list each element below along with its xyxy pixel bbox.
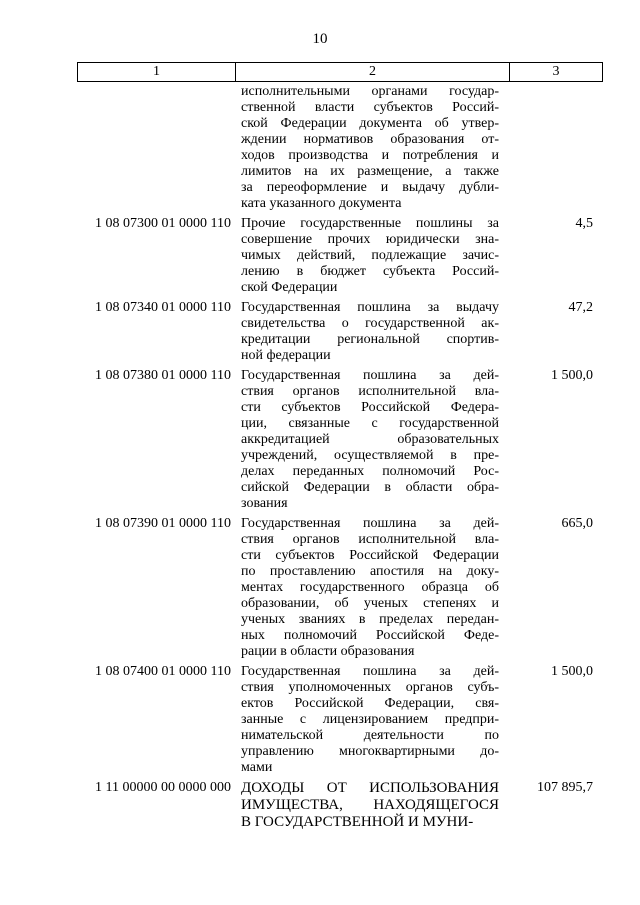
amount-value: [499, 84, 603, 212]
description-line: делах переданных полномочий Рос-: [241, 464, 499, 479]
amount-value: 665,0: [561, 516, 593, 531]
description-line: учреждений, осуществляемой в пре-: [241, 448, 499, 463]
table-header-col-2: 2: [236, 63, 510, 81]
description-line: лимитов на их размещение, а также: [241, 164, 499, 179]
description-line: Государственная пошлина за дей-: [241, 368, 499, 383]
description-line: занные с лицензированием предпри-: [241, 712, 499, 727]
description-line: свидетельства о государственной ак-: [241, 316, 499, 331]
description-line: В ГОСУДАРСТВЕННОЙ И МУНИ-: [241, 814, 474, 830]
description-line: сти субъектов Российской Федера-: [241, 400, 499, 415]
description-line: образовании, об ученых степенях и: [241, 596, 499, 611]
income-description: [241, 300, 499, 364]
description-line: лению в бюджет субъекта Россий-: [241, 264, 499, 279]
amount-value: 107 895,7: [537, 780, 593, 795]
table-header-col-3: 3: [552, 64, 560, 79]
description-line: исполнительными органами государ-: [241, 84, 499, 99]
budget-code: 1 08 07400 01 0000 110: [95, 664, 231, 679]
description-line: за переоформление и выдачу дубли-: [241, 180, 499, 195]
description-line: ИМУЩЕСТВА, НАХОДЯЩЕГОСЯ: [241, 797, 499, 813]
description-line: ствия органов исполнительной вла-: [241, 384, 499, 399]
description-line: ката указанного документа: [241, 196, 402, 211]
description-line: сийской Федерации в области обра-: [241, 480, 499, 495]
description-line: мами: [241, 760, 273, 775]
table-row: [77, 664, 603, 776]
description-line: ствия уполномоченных органов субъ-: [241, 680, 499, 695]
description-line: ментах государственного образца об: [241, 580, 499, 595]
description-line: по проставлению апостиля на доку-: [241, 564, 499, 579]
amount-value: 4,5: [575, 216, 593, 231]
income-description: [241, 368, 499, 512]
description-line: Государственная пошлина за выдачу: [241, 300, 499, 315]
description-line: Государственная пошлина за дей-: [241, 664, 499, 679]
table-row: [77, 780, 603, 831]
description-line: нимательской деятельности по: [241, 728, 499, 743]
page-number: 10: [312, 31, 328, 47]
income-description: [241, 84, 499, 212]
description-line: чимых действий, подлежащие зачис-: [241, 248, 499, 263]
description-line: ДОХОДЫ ОТ ИСПОЛЬЗОВАНИЯ: [241, 780, 499, 796]
description-line: Прочие государственные пошлины за: [241, 216, 499, 231]
description-line: зования: [241, 496, 288, 511]
income-description: [241, 516, 499, 660]
description-line: ектов Российской Федерации, свя-: [241, 696, 499, 711]
amount-value: 1 500,0: [551, 664, 593, 679]
description-line: ных полномочий Российской Феде-: [241, 628, 499, 643]
amount-value: 1 500,0: [551, 368, 593, 383]
description-line: аккредитацией образовательных: [241, 432, 499, 447]
table-row: [77, 368, 603, 512]
description-line: ждении нормативов образования от-: [241, 132, 499, 147]
budget-code: 1 08 07390 01 0000 110: [95, 516, 231, 531]
description-line: ученых званиях в пределах передан-: [241, 612, 499, 627]
description-line: ходов производства и потребления и: [241, 148, 499, 163]
table-body: [77, 84, 603, 835]
description-line: ции, связанные с государственной: [241, 416, 499, 431]
table-row: [77, 300, 603, 364]
description-line: ской Федерации документа об утвер-: [241, 116, 499, 131]
description-line: ственной власти субъектов Россий-: [241, 100, 499, 115]
description-line: сти субъектов Российской Федерации: [241, 548, 499, 563]
table-header-row: [77, 62, 603, 82]
description-line: кредитации региональной спортив-: [241, 332, 499, 347]
budget-code: 1 08 07380 01 0000 110: [95, 368, 231, 383]
description-line: совершение прочих юридически зна-: [241, 232, 499, 247]
budget-code: [77, 84, 241, 212]
description-line: ской Федерации: [241, 280, 338, 295]
budget-code: 1 11 00000 00 0000 000: [95, 780, 231, 795]
description-line: ствия органов исполнительной вла-: [241, 532, 499, 547]
table-row: [77, 216, 603, 296]
budget-code: 1 08 07300 01 0000 110: [95, 216, 231, 231]
income-description: [241, 780, 499, 831]
description-line: ной федерации: [241, 348, 331, 363]
description-line: рации в области образования: [241, 644, 415, 659]
description-line: Государственная пошлина за дей-: [241, 516, 499, 531]
table-row: [77, 516, 603, 660]
budget-code: 1 08 07340 01 0000 110: [95, 300, 231, 315]
income-description: [241, 664, 499, 776]
description-line: управлению многоквартирными до-: [241, 744, 499, 759]
income-description: [241, 216, 499, 296]
table-header-col-1: 1: [78, 63, 236, 81]
table-row: [77, 84, 603, 212]
amount-value: 47,2: [568, 300, 593, 315]
